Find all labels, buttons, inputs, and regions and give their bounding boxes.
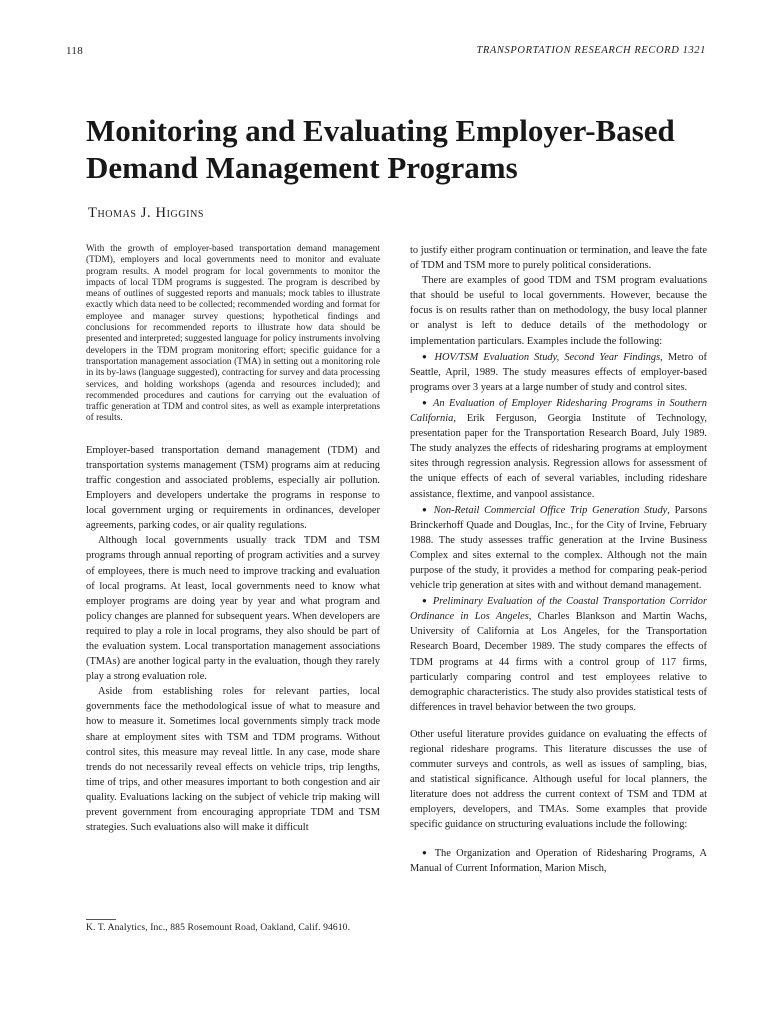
author-name: Thomas J. Higgins [88, 205, 205, 221]
footnote-rule [86, 919, 116, 920]
example-item [410, 593, 707, 715]
example-title: HOV/TSM Evaluation Study, Second Year Findings [434, 351, 661, 363]
body-paragraph-2: Although local governments usually track TDM and TSM programs through annual reporting of program activities and a survey of employees, there is much need to improve tracking and evaluation of local programs. At least, local governments need to know what employer programs are doing year by year and what program and policy changes are planned for subsequent years. When developers are required to play a role in local programs, they also should be part of the evaluation system. Local transportation management associations (TMAs) are another logical party in the evaluation, though they rarely play a strong evaluation role. [86, 535, 380, 683]
body-paragraph-continued: to justify either program continuation or termination, and leave the fate of TDM and TSM more to purely political considerations. [410, 245, 707, 272]
bullet-icon: ● [422, 351, 430, 361]
example-title: Non-Retail Commercial Office Trip Generation Study [433, 504, 668, 516]
body-paragraph-1: Employer-based transportation demand management (TDM) and transportation systems management (TSM) programs aim at reducing traffic congestion and associated problems, especially air pollution. Employers and developers undertake the programs in response to local government urging or requirements in ordinances, developer agreements, parking codes, or air quality regulations. [86, 444, 380, 532]
bullet-icon: ● [422, 397, 429, 407]
example-text: , Parsons Brinckerhoff Quade and Douglas, Inc., for the City of Irvine, February 1988. The study assesses traffic generation at the Irvine Business Complex and sites external to the complex. Although not the main purpose of the study, it provides a method for comparing peak-period vehicle trip generation at sites with and without demand management. [410, 504, 707, 592]
bullet-icon: ● [422, 504, 429, 514]
example-item [410, 395, 707, 502]
example-text: , Erik Ferguson, Georgia Institute of Technology, presentation paper for the Transportation Research Board, July 1989. The study analyzes the effects of ridesharing programs at employment sites through regression analysis. Regression allows for assessment of the unique effects of each of several variables, including rideshare assistance, flextime, and vanpool assistance. [410, 413, 707, 500]
example-title: An Evaluation of Employer Ridesharing Programs in Southern California [410, 397, 707, 425]
right-column [410, 243, 707, 876]
page-number: 118 [66, 45, 83, 57]
example-item [410, 349, 707, 395]
bullet-icon: ● [422, 596, 429, 606]
author-affiliation-footnote: K. T. Analytics, Inc., 885 Rosemount Road, Oakland, Calif. 94610. [86, 922, 351, 933]
example-item [410, 845, 707, 876]
body-paragraph-3: Aside from establishing roles for relevant parties, local governments face the methodological issue of what to measure and how to measure it. Sometimes local governments simply track mode share at employment sites with TSM and TDM programs. Without control sites, this measure may reveal little. In any case, mode share trends do not necessarily reveal effects on vehicle trips, trip lengths, time of trips, and other measures important to both congestion and air quality. Evaluations lacking on the subject of vehicle trip making will prevent government from encouraging appropriate TDM and TSM strategies. Such evaluations also will make it difficult [86, 686, 380, 834]
left-column [86, 240, 380, 835]
example-text: , Metro of Seattle, April, 1989. The study measures effects of employer-based programs over 3 years at a large number of study and control sites. [410, 351, 707, 393]
body-paragraph-examples-intro: There are examples of good TDM and TSM program evaluations that should be useful to local governments. However, because the focus is on results rather than on methodology, the busy local planner or analyst is left to deduce details of the methodology or implementation particulars. Examples include the following: [410, 275, 707, 347]
bullet-icon: ● [422, 847, 430, 857]
abstract: With the growth of employer-based transportation demand management (TDM), employers and local governments need to monitor and evaluate program results. A model program for local governments to monitor the impacts of local TDM programs is suggested. The program is described by means of outlines of suggested reports and manuals; mock tables to illustrate exactly which data need to be collected; recommended wording and format for employee and manager survey questions; hypothetical findings and conclusions for recommended reports to illustrate how data should be presented and interpreted; suggested language for policy instruments involving developers in the TDM program monitoring effort; specific guidance for a transportation management association (TMA) in setting out a monitoring role in its by-laws (language suggested), contracting for survey and data processing services, and holding workshops (agenda and resources included); and recommended procedures and cautions for carrying out the evaluation of traffic generation at TDM and control sites, as well as example interpretations of results. [86, 244, 380, 424]
example-text: The Organization and Operation of Ridesharing Programs, A Manual of Current Information, Marion Misch, [410, 847, 707, 874]
running-head: TRANSPORTATION RESEARCH RECORD 1321 [476, 45, 706, 56]
example-text: , Charles Blankson and Martin Wachs, University of California at Los Angeles, for the Transportation Research Board, December 1989. The study compares the effects of TDM programs at 44 firms with a control group of 117 firms, particularly comparing control and test employees relative to demographic characteristics. The study also provides statistical tests of differences in travel behavior between the two groups. [410, 611, 707, 713]
article-title: Monitoring and Evaluating Employer-Based Demand Management Programs [86, 113, 675, 185]
body-paragraph-literature: Other useful literature provides guidance on evaluating the effects of regional rideshare programs. This literature discusses the use of commuter surveys and controls, as well as issues of sampling, bias, and statistical significance. Although useful for local planners, the literature does not address the current context of TSM and TDM at employers, developers, and TMAs. Some examples that provide specific guidance on structuring evaluations include the following: [410, 728, 707, 831]
example-item [410, 502, 707, 594]
example-title: Preliminary Evaluation of the Coastal Transportation Corridor Ordinance in Los Angeles [410, 596, 707, 623]
